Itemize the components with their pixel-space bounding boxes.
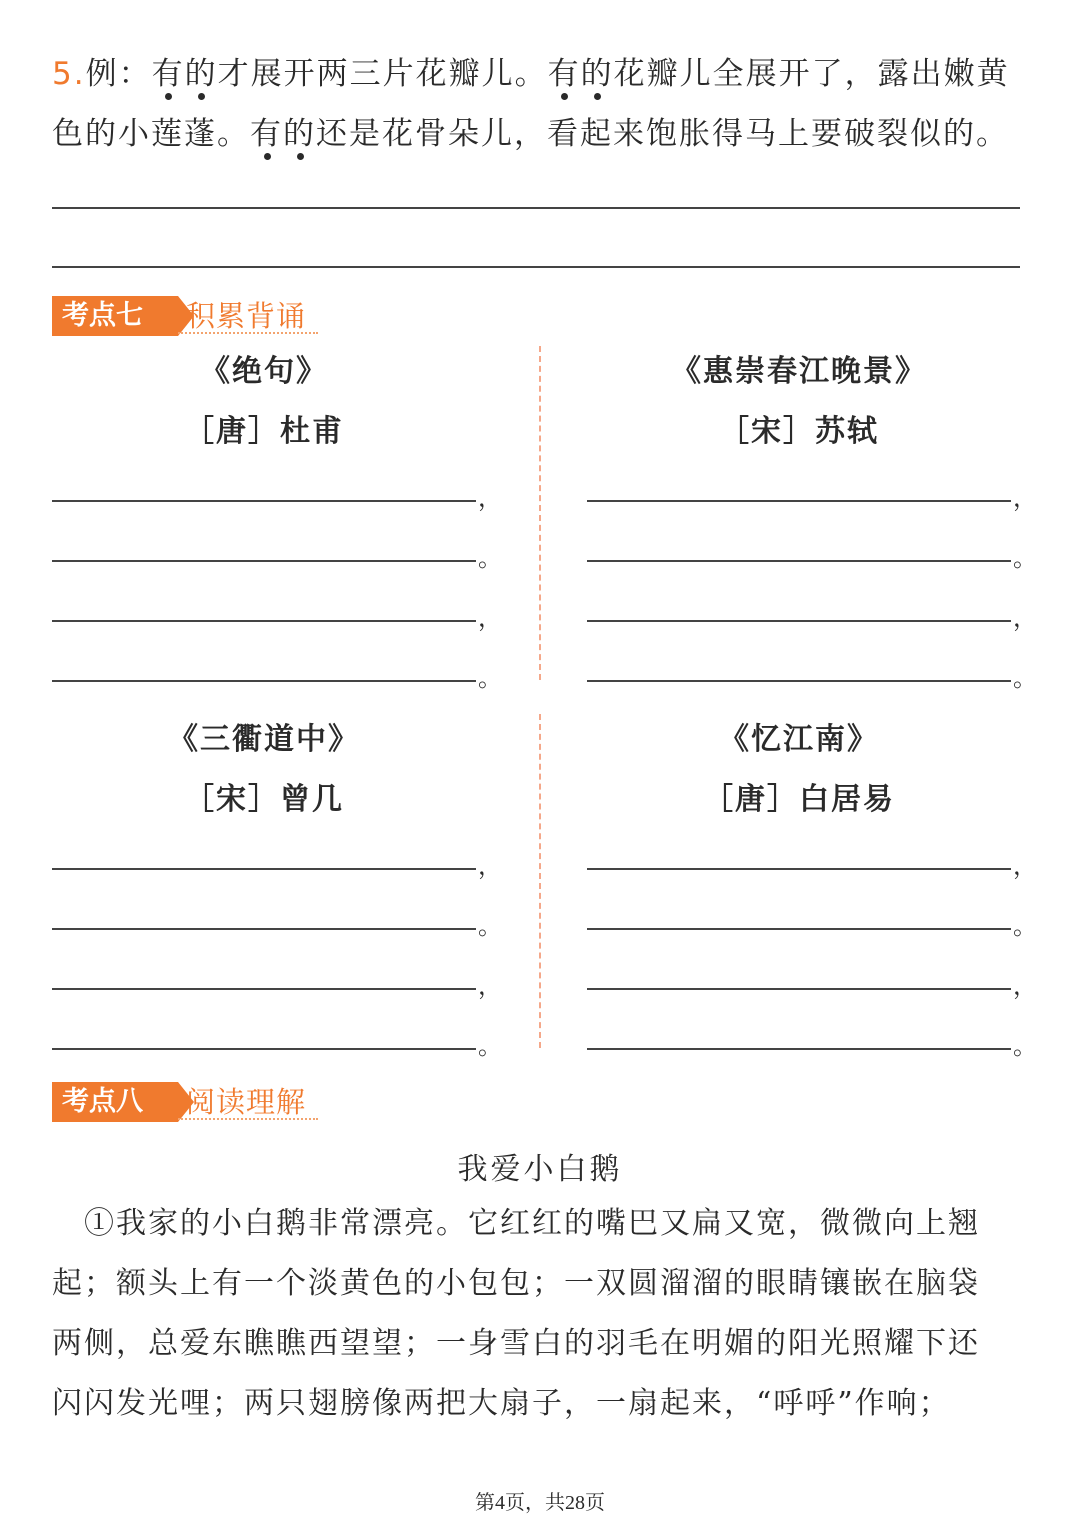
reading-paragraph — [52, 1194, 1032, 1434]
line-punctuation: 。 — [1013, 912, 1037, 940]
line-punctuation: ， — [478, 484, 502, 512]
question-5-line-2 — [52, 104, 1042, 164]
question-text: 花瓣儿全展开了，露出嫩黄 — [613, 56, 1010, 92]
column-divider — [539, 346, 541, 680]
answer-line[interactable] — [52, 207, 1020, 209]
line-punctuation: 。 — [1013, 1032, 1037, 1060]
paragraph-line: 闪闪发光哩；两只翅膀像两把大扇子，一扇起来，“呼呼”作响； — [52, 1386, 951, 1421]
line-punctuation: 。 — [1013, 664, 1037, 692]
line-punctuation: 。 — [478, 664, 502, 692]
section-title: 阅读理解 — [186, 1085, 307, 1119]
poem-answer-line[interactable] — [587, 680, 1011, 682]
poem-answer-line[interactable] — [587, 620, 1011, 622]
line-punctuation: 。 — [478, 912, 502, 940]
question-text: 例： — [85, 56, 152, 92]
paragraph-line: ①我家的小白鹅非常漂亮。它红红的嘴巴又扁又宽，微微向上翘 — [52, 1206, 980, 1241]
section-title: 积累背诵 — [186, 299, 307, 333]
emphasis-dot-char: 有 — [151, 56, 185, 92]
poem-answer-line[interactable] — [587, 500, 1011, 502]
poem-title: 《绝句》 — [200, 354, 328, 389]
poem-answer-line[interactable] — [52, 500, 476, 502]
emphasized-text — [548, 56, 614, 92]
poem-author: ［宋］苏轼 — [719, 414, 879, 449]
poem-answer-line[interactable] — [587, 1048, 1011, 1050]
line-punctuation: ， — [1013, 972, 1037, 1000]
poem-title: 《忆江南》 — [719, 722, 879, 757]
column-divider — [539, 714, 541, 1048]
emphasized-text — [152, 56, 218, 92]
question-5-line-1 — [52, 44, 1042, 104]
poem-answer-line[interactable] — [587, 868, 1011, 870]
poem-answer-line[interactable] — [587, 560, 1011, 562]
line-punctuation: 。 — [478, 544, 502, 572]
question-text: 才展开两三片花瓣儿。 — [217, 56, 548, 92]
question-text: 色的小莲蓬。 — [52, 116, 250, 152]
poem-answer-line[interactable] — [52, 680, 476, 682]
emphasized-text — [250, 116, 316, 152]
section-underline — [178, 1118, 318, 1120]
section-header-8 — [52, 1082, 318, 1122]
section-tag: 考点八 — [52, 1082, 178, 1122]
poem-answer-line[interactable] — [52, 620, 476, 622]
paragraph-line: 起；额头上有一个淡黄色的小包包；一双圆溜溜的眼睛镶嵌在脑袋 — [52, 1266, 980, 1301]
poem-author: ［唐］白居易 — [703, 782, 895, 817]
poem-title: 《惠崇春江晚景》 — [671, 354, 927, 389]
poem-title: 《三衢道中》 — [168, 722, 360, 757]
emphasis-dot-char: 有 — [547, 56, 581, 92]
emphasis-dot-char: 的 — [184, 56, 218, 92]
poem-answer-line[interactable] — [52, 868, 476, 870]
line-punctuation: ， — [1013, 604, 1037, 632]
section-tag: 考点七 — [52, 296, 178, 336]
poem-author: ［宋］曾几 — [184, 782, 344, 817]
reading-title: 我爱小白鹅 — [457, 1152, 623, 1187]
poem-answer-line[interactable] — [52, 1048, 476, 1050]
page-number: 第4页，共28页 — [475, 1492, 605, 1514]
emphasis-dot-char: 的 — [580, 56, 614, 92]
poem-author: ［唐］杜甫 — [184, 414, 344, 449]
line-punctuation: ， — [478, 972, 502, 1000]
emphasis-dot-char: 的 — [283, 116, 316, 152]
question-number: 5. — [52, 56, 86, 92]
line-punctuation: ， — [478, 604, 502, 632]
question-5 — [52, 44, 1042, 164]
emphasis-dot-char: 有 — [250, 116, 283, 152]
poem-answer-line[interactable] — [587, 928, 1011, 930]
poem-answer-line[interactable] — [587, 988, 1011, 990]
poem-answer-line[interactable] — [52, 988, 476, 990]
answer-line[interactable] — [52, 266, 1020, 268]
section-header-7 — [52, 296, 318, 336]
line-punctuation: 。 — [478, 1032, 502, 1060]
question-text: 还是花骨朵儿，看起来饱胀得马上要破裂似的。 — [316, 116, 1009, 152]
section-underline — [178, 332, 318, 334]
line-punctuation: ， — [1013, 484, 1037, 512]
paragraph-line: 两侧，总爱东瞧瞧西望望；一身雪白的羽毛在明媚的阳光照耀下还 — [52, 1326, 980, 1361]
line-punctuation: ， — [1013, 852, 1037, 880]
line-punctuation: ， — [478, 852, 502, 880]
poem-answer-line[interactable] — [52, 560, 476, 562]
poem-answer-line[interactable] — [52, 928, 476, 930]
line-punctuation: 。 — [1013, 544, 1037, 572]
